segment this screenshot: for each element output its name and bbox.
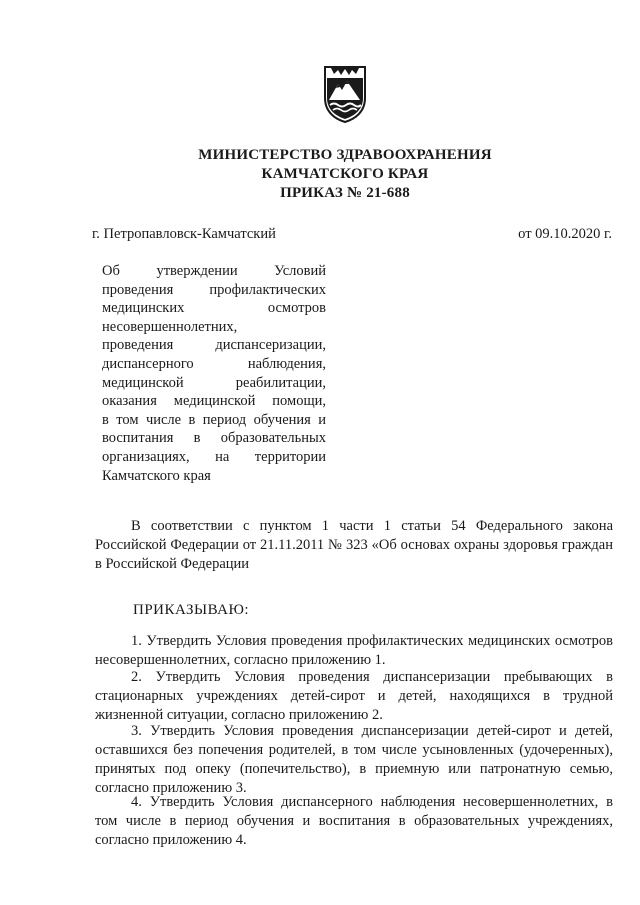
subject-line: воспитания в образовательных bbox=[102, 430, 326, 447]
subject-line: проведения профилактических bbox=[102, 281, 326, 298]
subject-line: оказания медицинской помощи, bbox=[102, 393, 326, 410]
order-number: ПРИКАЗ № 21-688 bbox=[280, 185, 410, 201]
issue-date: от 09.10.2020 г. bbox=[518, 226, 612, 242]
subject-line: проведения диспансеризации, bbox=[102, 337, 326, 354]
subject-line: диспансерного наблюдения, bbox=[102, 355, 326, 372]
place-of-issue: г. Петропавловск-Камчатский bbox=[92, 226, 276, 242]
kamchatka-coat-of-arms-icon bbox=[322, 64, 368, 124]
subject-line: медицинской реабилитации, bbox=[102, 374, 326, 391]
order-word: ПРИКАЗЫВАЮ: bbox=[133, 602, 250, 618]
order-subject bbox=[102, 262, 326, 485]
order-item-3: 3. Утвердить Условия проведения диспансеризации детей-сирот и детей, оставшихся без попечения родителей, в том числе усыновленных (удочеренных), принятых под опеку (попечительство), в приемную или патронатную семью, согласно приложению 3. bbox=[95, 723, 613, 796]
order-item-4: 4. Утвердить Условия диспансерного наблюдения несовершеннолетних, в том числе в период обучения и воспитания в образовательных учреждениях, согласно приложению 4. bbox=[95, 794, 613, 848]
document-heading bbox=[0, 146, 640, 203]
subject-line: Камчатского края bbox=[102, 467, 211, 484]
order-item-1: 1. Утвердить Условия проведения профилактических медицинских осмотров несовершеннолетних, согласно приложению 1. bbox=[95, 633, 613, 668]
preamble-paragraph: В соответствии с пунктом 1 части 1 статьи 54 Федерального закона Российской Федерации от 21.11.2011 № 323 «Об основах охраны здоровья граждан в Российской Федерации bbox=[95, 518, 613, 572]
order-item-2: 2. Утвердить Условия проведения диспансеризации пребывающих в стационарных учреждениях детей-сирот и детей, находящихся в трудной жизненной ситуации, согласно приложению 2. bbox=[95, 669, 613, 723]
subject-line: медицинских осмотров bbox=[102, 300, 326, 317]
subject-line: несовершеннолетних, bbox=[102, 318, 238, 335]
subject-line: в том числе в период обучения и bbox=[102, 411, 326, 428]
subject-line: Об утверждении Условий bbox=[102, 263, 326, 279]
subject-line: организациях, на территории bbox=[102, 448, 326, 465]
ministry-name: МИНИСТЕРСТВО ЗДРАВООХРАНЕНИЯ bbox=[198, 147, 492, 163]
region-name: КАМЧАТСКОГО КРАЯ bbox=[261, 166, 429, 182]
